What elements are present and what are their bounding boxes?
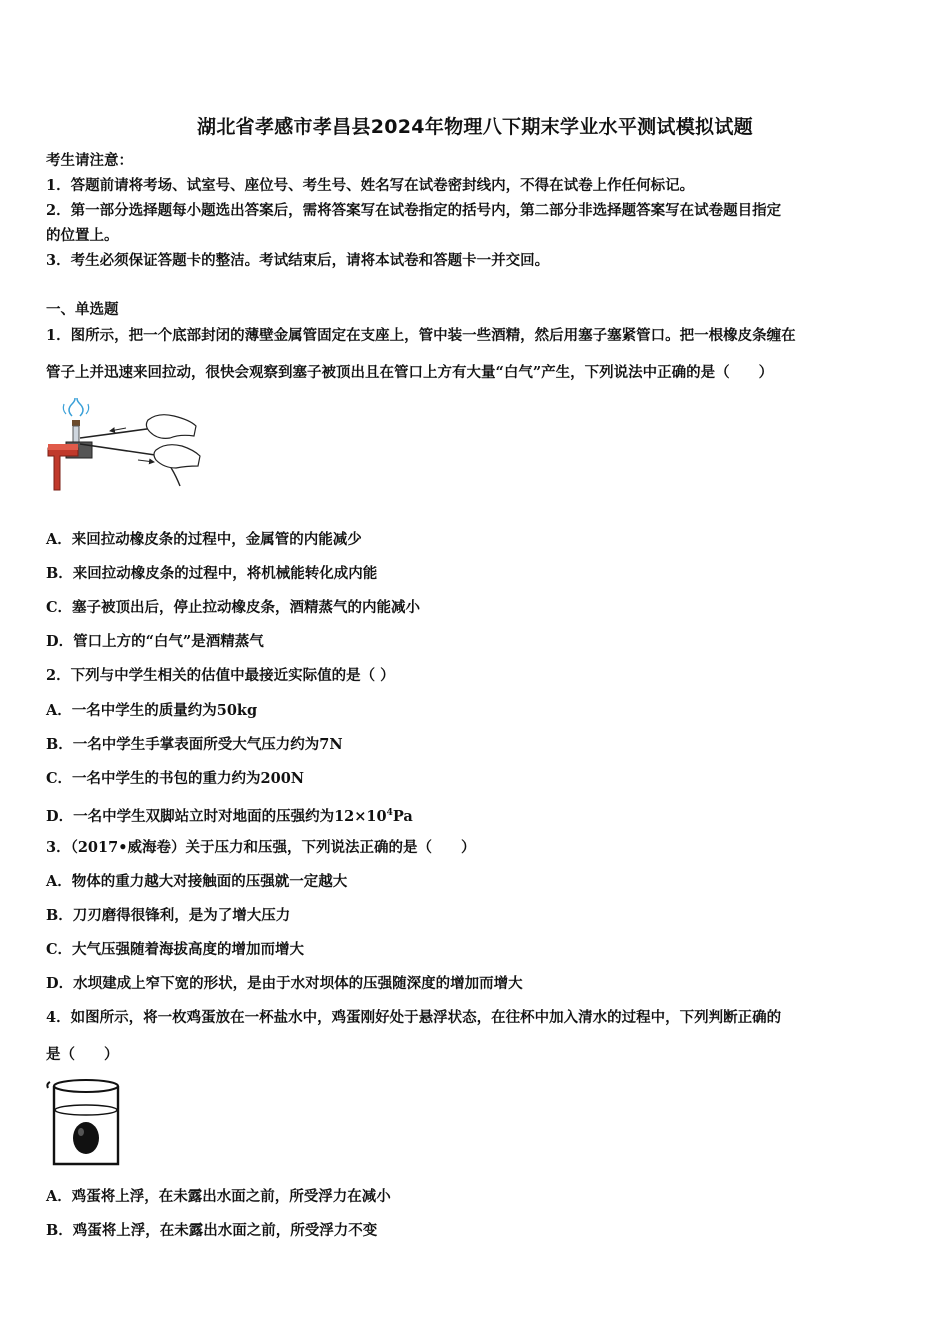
question-1-option-d: D．管口上方的“白气”是酒精蒸气 — [46, 633, 264, 650]
exponent: 4 — [386, 808, 393, 818]
question-2-stem: 2．下列与中学生相关的估值中最接近实际值的是（ ） — [46, 667, 395, 684]
section-heading: 一、单选题 — [46, 301, 119, 318]
option-d-text: D．一名中学生双脚站立时对地面的压强约为12×10 — [46, 807, 387, 825]
question-4-stem: 4．如图所示，将一枚鸡蛋放在一杯盐水中，鸡蛋刚好处于悬浮状态，在往杯中加入清水的过程中，下列判断正确的 — [46, 1009, 782, 1026]
beaker-egg-figure — [44, 1076, 124, 1172]
question-1-stem: 1．图所示，把一个底部封闭的薄壁金属管固定在支座上，管中装一些酒精，然后用塞子塞紧管口。把一根橡皮条缠在 — [46, 327, 796, 344]
exam-title: 湖北省孝感市孝昌县2024年物理八下期末学业水平测试模拟试题 — [197, 116, 753, 138]
notice-item: 2．第一部分选择题每小题选出答案后，需将答案写在试卷指定的括号内，第二部分非选择题答案写在试卷题目指定 — [46, 202, 782, 219]
question-1-stem-continued: 管子上并迅速来回拉动，很快会观察到塞子被顶出且在管口上方有大量“白气”产生，下列说法中正确的是（ ） — [46, 364, 774, 381]
question-3-option-d: D．水坝建成上窄下宽的形状，是由于水对坝体的压强随深度的增加而增大 — [46, 975, 523, 992]
question-3-stem: 3．（2017•威海卷）关于压力和压强，下列说法正确的是（ ） — [46, 839, 476, 856]
notice-item: 1．答题前请将考场、试室号、座位号、考生号、姓名写在试卷密封线内，不得在试卷上作任何标记。 — [46, 177, 695, 194]
unit: Pa — [392, 807, 413, 825]
question-4-option-a: A．鸡蛋将上浮，在未露出水面之前，所受浮力在减小 — [46, 1188, 391, 1205]
question-2-option-a: A．一名中学生的质量约为50kg — [46, 702, 258, 719]
question-2-option-b: B．一名中学生手掌表面所受大气压力约为7N — [46, 736, 343, 753]
question-3-option-a: A．物体的重力越大对接触面的压强就一定越大 — [46, 873, 348, 890]
question-2-option-c: C．一名中学生的书包的重力约为200N — [46, 770, 305, 787]
question-1-option-c: C．塞子被顶出后，停止拉动橡皮条，酒精蒸气的内能减小 — [46, 599, 421, 616]
question-1-option-a: A．来回拉动橡皮条的过程中，金属管的内能减少 — [46, 531, 362, 548]
notice-heading: 考生请注意： — [46, 152, 133, 169]
rubber-band-tube-figure — [44, 398, 204, 493]
notice-item-continued: 的位置上。 — [46, 227, 119, 244]
question-2-option-d — [46, 803, 413, 827]
question-3-option-c: C．大气压强随着海拔高度的增加而增大 — [46, 941, 305, 958]
question-1-option-b: B．来回拉动橡皮条的过程中，将机械能转化成内能 — [46, 565, 378, 582]
notice-item: 3．考生必须保证答题卡的整洁。考试结束后，请将本试卷和答题卡一并交回。 — [46, 252, 550, 269]
question-4-option-b: B．鸡蛋将上浮，在未露出水面之前，所受浮力不变 — [46, 1222, 378, 1239]
question-4-stem-continued: 是（ ） — [46, 1046, 119, 1063]
question-3-option-b: B．刀刃磨得很锋利，是为了增大压力 — [46, 907, 291, 924]
